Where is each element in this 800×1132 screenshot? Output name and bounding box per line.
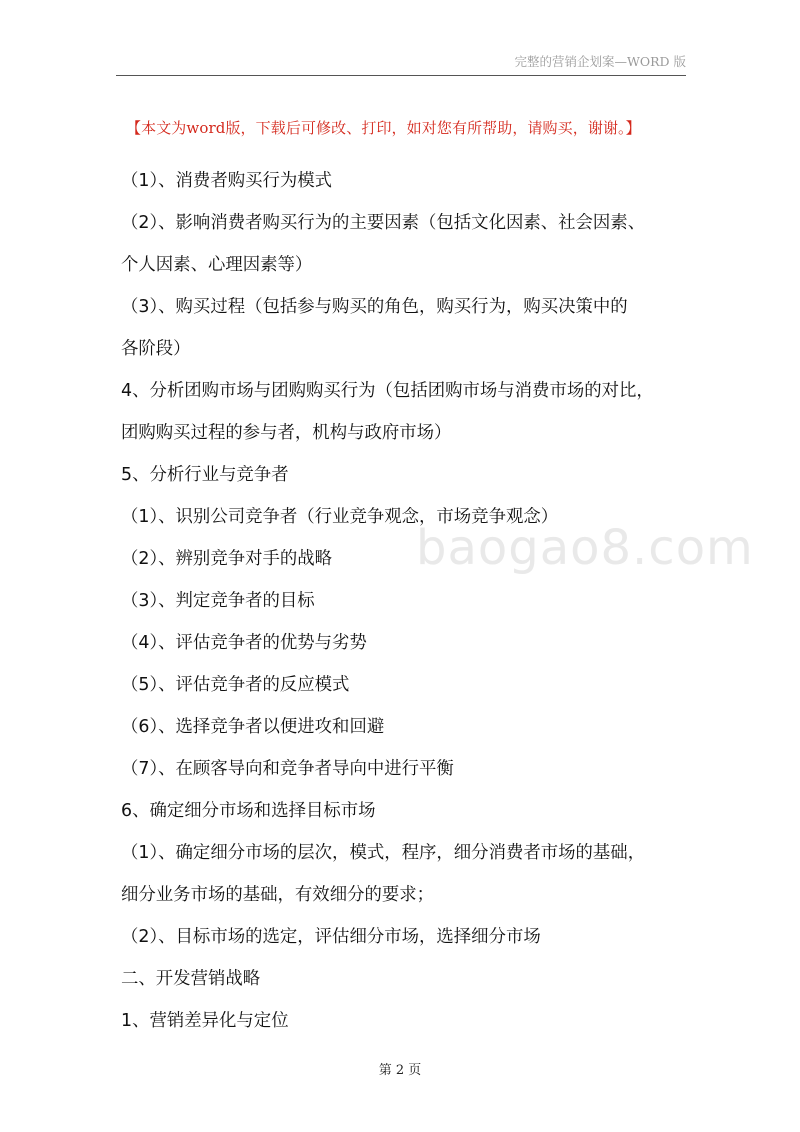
download-notice: 【本文为word版，下载后可修改、打印，如对您有所帮助，请购买，谢谢。】 — [126, 119, 641, 137]
body-line-18: 细分业务市场的基础，有效细分的要求； — [121, 885, 435, 905]
body-line-3: 个人因素、心理因素等） — [121, 255, 313, 275]
body-line-16: 6、确定细分市场和选择目标市场 — [121, 801, 376, 821]
page-number: 第 2 页 — [378, 1063, 422, 1078]
body-line-4: （3）、购买过程（包括参与购买的角色，购买行为，购买决策中的 — [121, 297, 628, 317]
body-line-12: （4）、评估竞争者的优势与劣势 — [121, 633, 367, 653]
body-line-5: 各阶段） — [121, 339, 191, 359]
body-line-8: 5、分析行业与竞争者 — [121, 465, 289, 485]
body-line-20: 二、开发营销战略 — [121, 969, 261, 989]
body-line-11: （3）、判定竞争者的目标 — [121, 591, 315, 611]
body-line-10: （2）、辨别竞争对手的战略 — [121, 549, 333, 569]
watermark: baogao8.com — [416, 520, 754, 576]
body-line-6: 4、分析团购市场与团购购买行为（包括团购市场与消费市场的对比， — [121, 381, 654, 401]
body-line-21: 1、营销差异化与定位 — [121, 1011, 289, 1031]
body-line-9: （1）、识别公司竞争者（行业竞争观念，市场竞争观念） — [121, 507, 559, 527]
body-line-14: （6）、选择竞争者以便进攻和回避 — [121, 717, 385, 737]
body-line-2: （2）、影响消费者购买行为的主要因素（包括文化因素、社会因素、 — [121, 213, 646, 233]
body-line-15: （7）、在顾客导向和竞争者导向中进行平衡 — [121, 759, 454, 779]
body-line-13: （5）、评估竞争者的反应模式 — [121, 675, 350, 695]
body-line-19: （2）、目标市场的选定，评估细分市场，选择细分市场 — [121, 927, 541, 947]
body-line-7: 团购购买过程的参与者，机构与政府市场） — [121, 423, 452, 443]
body-line-17: （1）、确定细分市场的层次，模式，程序，细分消费者市场的基础， — [121, 843, 646, 863]
page-header-title: 完整的营销企划案—WORD 版 — [514, 54, 686, 69]
body-line-1: （1）、消费者购买行为模式 — [121, 171, 333, 191]
header-divider — [116, 75, 686, 76]
